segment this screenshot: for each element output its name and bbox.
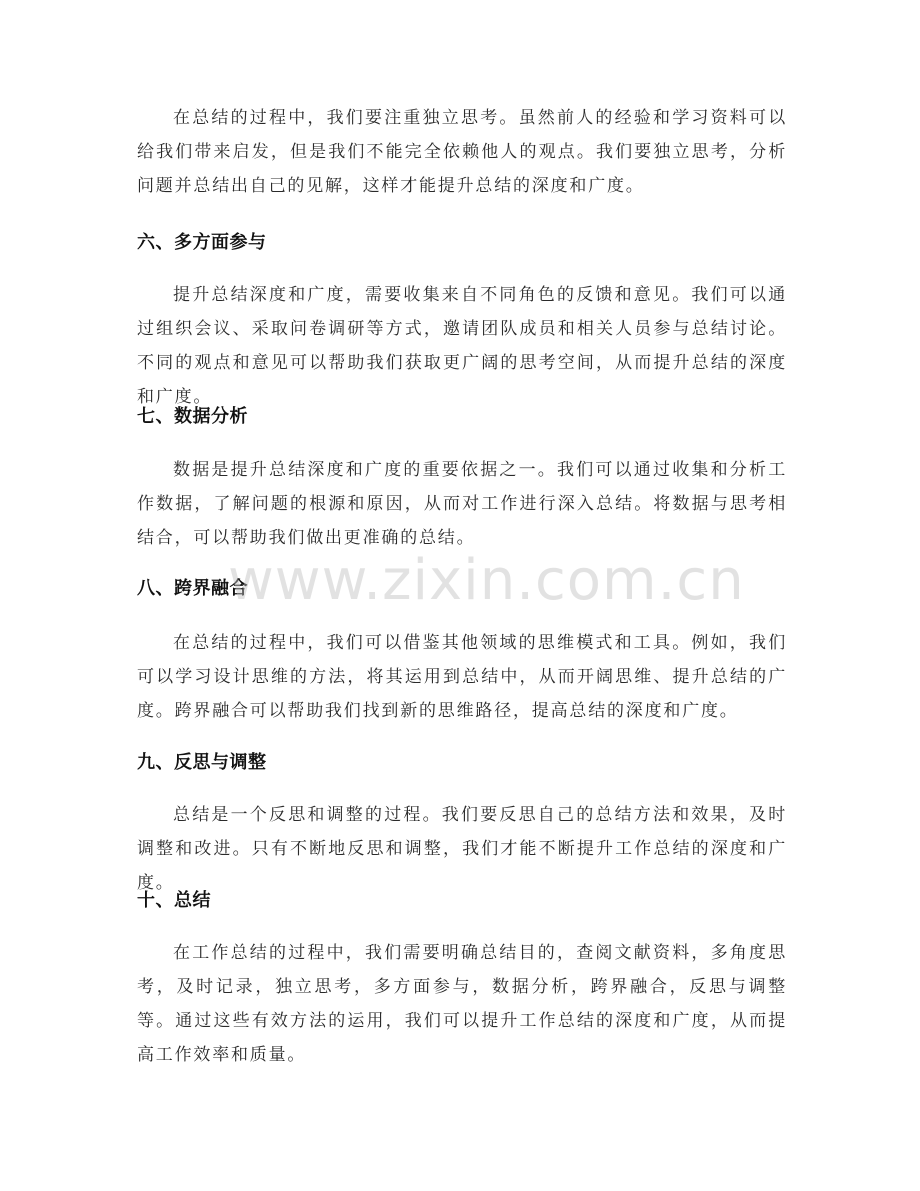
section-heading-9 <box>137 748 787 778</box>
paragraph-cross-domain <box>137 626 787 728</box>
paragraph-multi-participation <box>137 278 787 414</box>
section-heading-6 <box>137 228 787 258</box>
paragraph-text: 提升总结深度和广度，需要收集来自不同角色的反馈和意见。我们可以通过组织会议、采取问卷调研等方式，邀请团队成员和相关人员参与总结讨论。不同的观点和意见可以帮助我们获取更广阔的思考空间，从而提升总结的深度和广度。 <box>137 285 787 407</box>
section-heading-10 <box>137 886 787 916</box>
heading-text: 七、数据分析 <box>137 406 248 427</box>
section-heading-7 <box>137 402 787 432</box>
paragraph-data-analysis <box>137 453 787 555</box>
paragraph-independent-thinking <box>137 101 787 203</box>
paragraph-text: 总结是一个反思和调整的过程。我们要反思自己的总结方法和效果，及时调整和改进。只有不断地反思和调整，我们才能不断提升工作总结的深度和广度。 <box>137 805 787 893</box>
paragraph-text: 在工作总结的过程中，我们需要明确总结目的，查阅文献资料，多角度思考，及时记录，独立思考，多方面参与，数据分析，跨界融合，反思与调整等。通过这些有效方法的运用，我们可以提升工作总结的深度和广度，从而提高工作效率和质量。 <box>137 943 787 1065</box>
watermark-text: www.zixin.com.cn <box>228 548 745 613</box>
paragraph-conclusion <box>137 936 787 1072</box>
paragraph-reflection <box>137 798 787 900</box>
heading-text: 六、多方面参与 <box>137 232 267 253</box>
paragraph-text: 在总结的过程中，我们要注重独立思考。虽然前人的经验和学习资料可以给我们带来启发，但是我们不能完全依赖他人的观点。我们要独立思考，分析问题并总结出自己的见解，这样才能提升总结的深度和广度。 <box>137 108 787 196</box>
heading-text: 十、总结 <box>137 890 211 911</box>
heading-text: 九、反思与调整 <box>137 752 267 773</box>
heading-text: 八、跨界融合 <box>137 578 248 599</box>
paragraph-text: 数据是提升总结深度和广度的重要依据之一。我们可以通过收集和分析工作数据，了解问题的根源和原因，从而对工作进行深入总结。将数据与思考相结合，可以帮助我们做出更准确的总结。 <box>137 460 787 548</box>
section-heading-8 <box>137 574 787 604</box>
paragraph-text: 在总结的过程中，我们可以借鉴其他领域的思维模式和工具。例如，我们可以学习设计思维的方法，将其运用到总结中，从而开阔思维、提升总结的广度。跨界融合可以帮助我们找到新的思维路径，提高总结的深度和广度。 <box>137 633 787 721</box>
